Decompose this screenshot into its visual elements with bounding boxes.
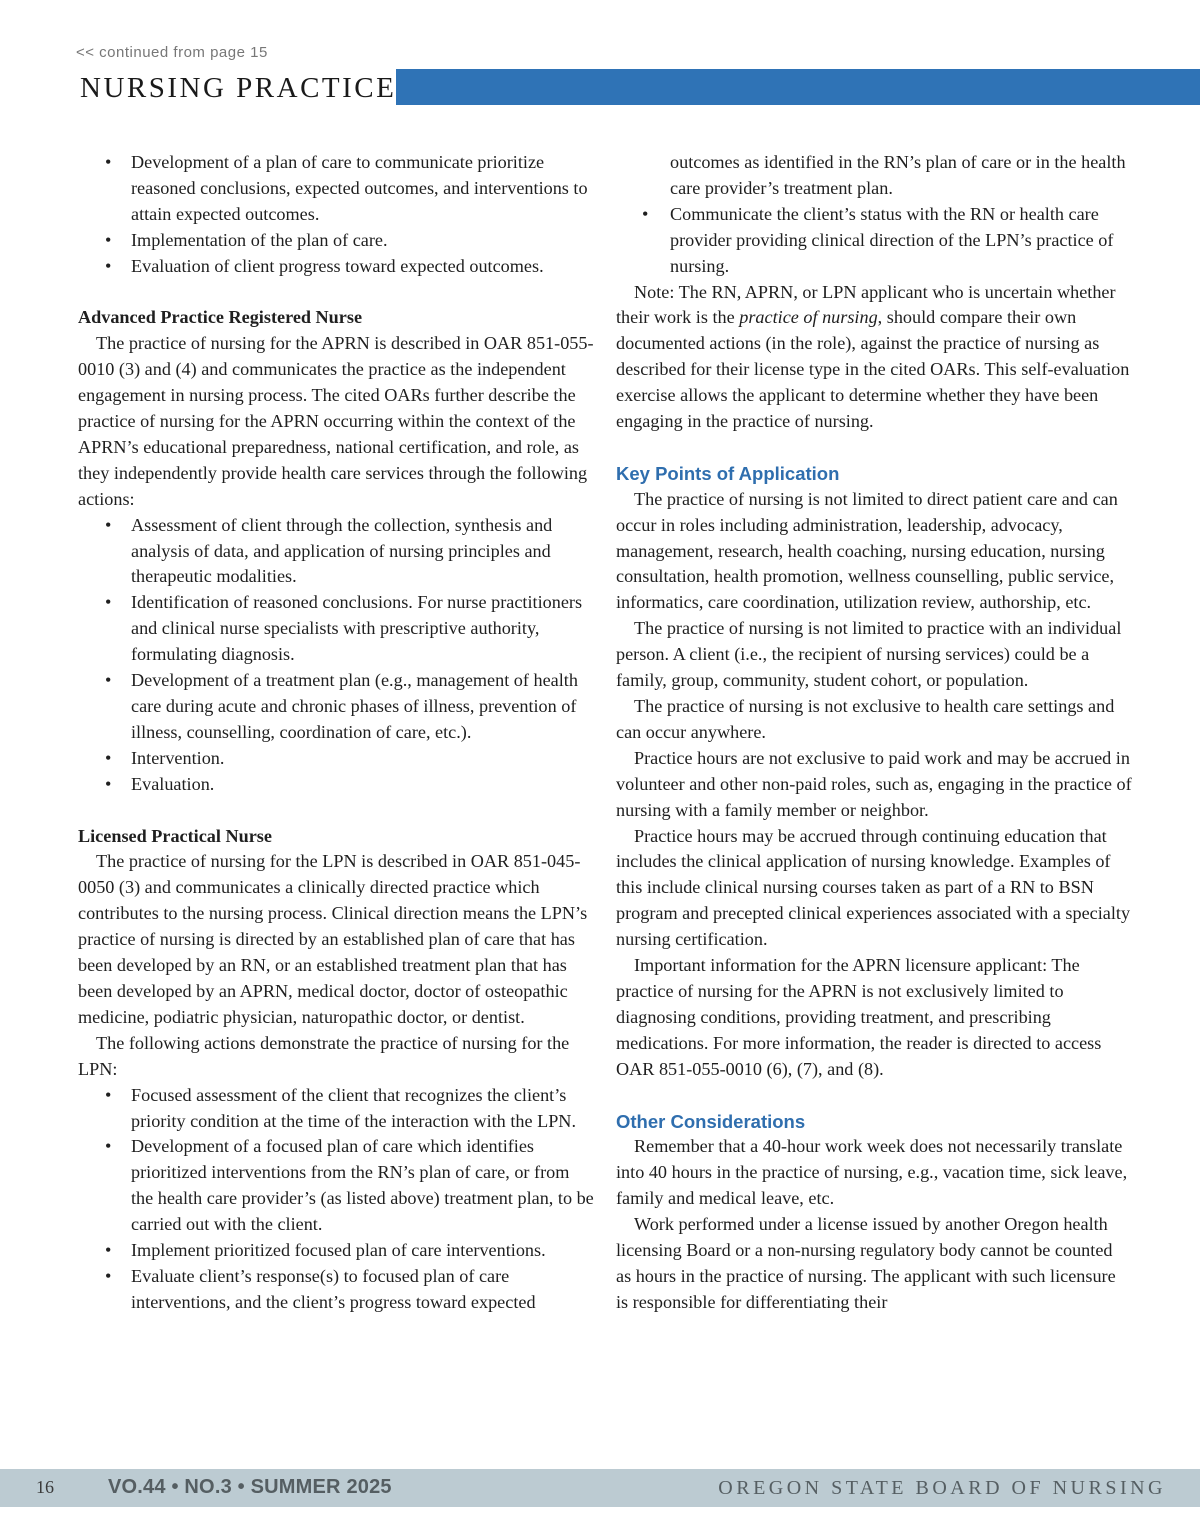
list-item: • Identification of reasoned conclusions. For nurse practitioners and clinical nurse specialists with prescriptive authority, formulating diagnosis. bbox=[78, 590, 594, 668]
list-item: • Evaluation of client progress toward expected outcomes. bbox=[78, 254, 594, 280]
list-item: • Communicate the client’s status with the RN or health care provider providing clinical direction of the LPN’s practice of nursing. bbox=[616, 202, 1132, 280]
list-item: • Implementation of the plan of care. bbox=[78, 228, 594, 254]
note-paragraph: Note: The RN, APRN, or LPN applicant who is uncertain whether their work is the practice of nursing, should compare their own documented actions (in the role), against the practice of nursing as described for their license type in the cited OARs. This self-evaluation exercise allows the applicant to determine whether they have been engaging in the practice of nursing. bbox=[616, 281, 1130, 432]
other-considerations-paragraph: Work performed under a license issued by another Oregon health licensing Board or a non-nursing regulatory body cannot be counted as hours in the practice of nursing. The applicant with such licensure is responsible for differentiating their bbox=[616, 1214, 1116, 1312]
list-item: • Assessment of client through the collection, synthesis and analysis of data, and application of nursing principles and therapeutic modalities. bbox=[78, 513, 594, 591]
rn-bullet-list bbox=[78, 150, 594, 280]
aprn-heading: Advanced Practice Registered Nurse bbox=[78, 307, 363, 328]
page-footer bbox=[0, 1469, 1200, 1507]
key-points-paragraph: Important information for the APRN licensure applicant: The practice of nursing for the APRN is not exclusively limited to diagnosing conditions, providing treatment, and prescribing medications. For more information, the reader is directed to access OAR 851-055-0010 (6), (7), and (8). bbox=[616, 955, 1102, 1079]
key-points-paragraph: Practice hours are not exclusive to paid work and may be accrued in volunteer and other non-paid roles, such as, engaging in the practice of nursing with a family member or neighbor. bbox=[616, 747, 1132, 820]
continued-from-label: << continued from page 15 bbox=[76, 44, 268, 61]
lpn-heading: Licensed Practical Nurse bbox=[78, 825, 272, 846]
lpn-paragraph: The practice of nursing for the LPN is described in OAR 851-045-0050 (3) and communicates a clinically directed practice which contributes to the nursing process. Clinical direction means the LPN’s practice of nursing is directed by an established plan of care that has been developed by an RN, or an established treatment plan that has been developed by an APRN, medical doctor, doctor of osteopathic medicine, podiatric physician, naturopathic doctor, or dentist. bbox=[78, 851, 588, 1027]
other-considerations-heading: Other Considerations bbox=[616, 1110, 806, 1132]
other-considerations-paragraph: Remember that a 40-hour work week does not necessarily translate into 40 hours in the practice of nursing, e.g., vacation time, sick leave, family and medical leave, etc. bbox=[616, 1136, 1128, 1209]
section-title: NURSING PRACTICE bbox=[80, 72, 397, 104]
list-item: • Evaluation. bbox=[78, 772, 594, 798]
left-column bbox=[78, 150, 594, 1316]
list-item: • Focused assessment of the client that recognizes the client’s priority condition at the time of the interaction with the LPN. bbox=[78, 1083, 594, 1135]
key-points-paragraph: The practice of nursing is not limited to practice with an individual person. A client (i.e., the recipient of nursing services) could be a family, group, community, student cohort, or population. bbox=[616, 618, 1122, 691]
list-item: • Intervention. bbox=[78, 746, 594, 772]
right-column bbox=[616, 150, 1132, 1316]
lpn-bullet-continuation: outcomes as identified in the RN’s plan of care or in the health care provider’s treatment plan. bbox=[670, 152, 1126, 198]
issue-label: VO.44 • NO.3 • SUMMER 2025 bbox=[108, 1476, 392, 1498]
lpn-bullet-list bbox=[78, 1083, 594, 1316]
aprn-paragraph: The practice of nursing for the APRN is described in OAR 851-055-0010 (3) and (4) and communicates the practice as the independent engagement in nursing process. The cited OARs further describe the practice of nursing for the APRN occurring within the context of the APRN’s educational preparedness, national certification, and role, as they independently provide health care services through the following actions: bbox=[78, 333, 594, 509]
key-points-paragraph: The practice of nursing is not exclusive to health care settings and can occur anywhere. bbox=[616, 696, 1115, 742]
aprn-bullet-list bbox=[78, 513, 594, 798]
list-item: • Development of a focused plan of care which identifies prioritized interventions from the RN’s plan of care, or from the health care provider’s (as listed above) treatment plan, to be carried out with the client. bbox=[78, 1134, 594, 1238]
section-title-bar bbox=[396, 69, 1200, 105]
page-number: 16 bbox=[36, 1477, 54, 1497]
lpn-bullet-list-continued bbox=[616, 202, 1132, 280]
publisher-name: OREGON STATE BOARD OF NURSING bbox=[718, 1477, 1166, 1499]
key-points-paragraph: Practice hours may be accrued through continuing education that includes the clinical application of nursing knowledge. Examples of this include clinical nursing courses taken as part of a RN to BSN program and precepted clinical experiences associated with a specialty nursing certification. bbox=[616, 825, 1131, 950]
list-item: • Development of a plan of care to communicate prioritize reasoned conclusions, expected outcomes, and interventions to attain expected outcomes. bbox=[78, 150, 594, 228]
list-item: • Implement prioritized focused plan of care interventions. bbox=[78, 1238, 594, 1264]
key-points-heading: Key Points of Application bbox=[616, 462, 840, 484]
list-item: • Evaluate client’s response(s) to focused plan of care interventions, and the client’s progress toward expected bbox=[78, 1264, 594, 1316]
lpn-actions-intro: The following actions demonstrate the practice of nursing for the LPN: bbox=[78, 1032, 570, 1079]
list-item: • Development of a treatment plan (e.g., management of health care during acute and chronic phases of illness, prevention of illness, counselling, coordination of care, etc.). bbox=[78, 668, 594, 746]
key-points-paragraph: The practice of nursing is not limited to direct patient care and can occur in roles including administration, leadership, advocacy, management, research, health coaching, nursing education, nursing consultation, health promotion, wellness counselling, public service, informatics, care coordination, utilization review, authorship, etc. bbox=[616, 488, 1118, 613]
